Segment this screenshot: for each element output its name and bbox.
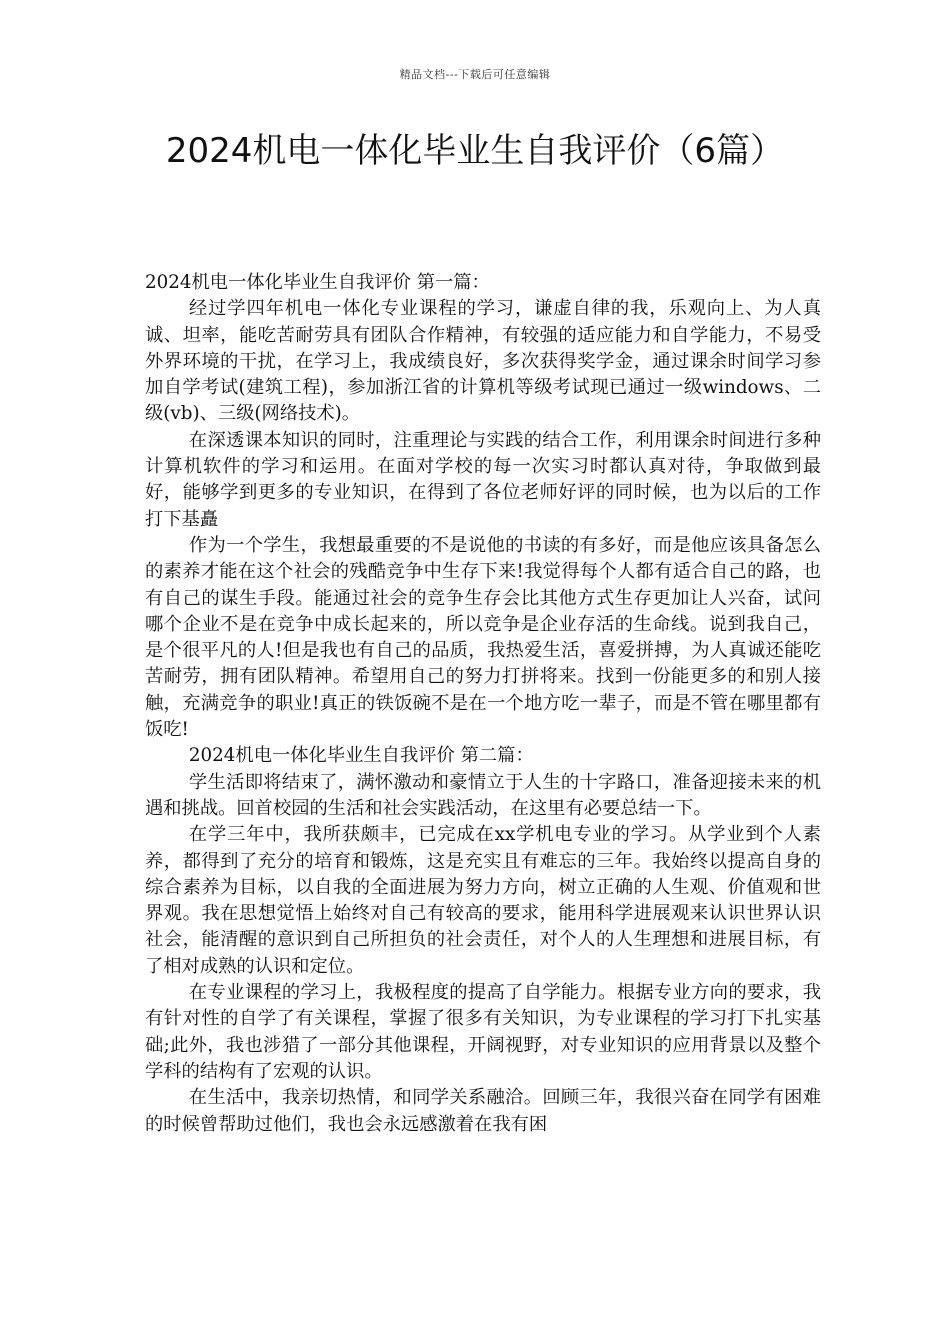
body-paragraph: 学生活即将结束了，满怀激动和豪情立于人生的十字路口，准备迎接未来的机遇和挑战。回首校园的生活和社会实践活动，在这里有必要总结一下。	[145, 771, 821, 819]
document-title: 2024机电一体化毕业生自我评价（6篇）	[165, 131, 785, 171]
document-body	[145, 270, 821, 1138]
header-note: 精品文档---下载后可任意编辑	[399, 68, 551, 81]
body-paragraph: 作为一个学生，我想最重要的不是说他的书读的有多好，而是他应该具备怎么的素养才能在这个社会的残酷竞争中生存下来!我觉得每个人都有适合自己的路，也有自己的谋生手段。能通过社会的竞争生存会比其他方式生存更加让人兴奋，试问哪个企业不是在竞争中成长起来的，所以竞争是企业存活的生命线。说到我自己，是个很平凡的人!但是我也有自己的品质，我热爱生活，喜爱拼搏，为人真诚还能吃苦耐劳，拥有团队精神。希望用自己的努力打拼将来。找到一份能更多的和别人接触，充满竞争的职业!真正的铁饭碗不是在一个地方吃一辈子，而是不管在哪里都有饭吃!	[145, 534, 821, 741]
body-paragraph: 在专业课程的学习上，我极程度的提高了自学能力。根据专业方向的要求，我有针对性的自学了有关课程，掌握了很多有关知识，为专业课程的学习打下扎实基础;此外，我也涉猎了一部分其他课程，开阔视野，对专业知识的应用背景以及整个学科的结构有了宏观的认识。	[145, 982, 821, 1082]
body-paragraph: 在学三年中，我所获颇丰，已完成在xx学机电专业的学习。从学业到个人素养，都得到了充分的培育和锻炼，这是充实且有难忘的三年。我始终以提高自身的综合素养为目标，以自我的全面进展为努力方向，树立正确的人生观、价值观和世界观。我在思想觉悟上始终对自己有较高的要求，能用科学进展观来认识世界认识社会，能清醒的意识到自己所担负的社会责任，对个人的人生理想和进展目标，有了相对成熟的认识和定位。	[145, 824, 821, 977]
body-paragraph: 在生活中，我亲切热情，和同学关系融洽。回顾三年，我很兴奋在同学有困难的时候曾帮助过他们，我也会永远感激着在我有困	[145, 1087, 821, 1135]
section-heading: 2024机电一体化毕业生自我评价 第二篇：	[188, 745, 534, 767]
section-heading: 2024机电一体化毕业生自我评价 第一篇：	[145, 272, 490, 293]
body-paragraph: 经过学四年机电一体化专业课程的学习，谦虚自律的我，乐观向上、为人真诚、坦率，能吃苦耐劳具有团队合作精神，有较强的适应能力和自学能力，不易受外界环境的干扰，在学习上，我成绩良好，多次获得奖学金，通过课余时间学习参加自学考试(建筑工程)，参加浙江省的计算机等级考试现已通过一级windows、二级(vb)、三级(网络技术)。	[145, 298, 821, 425]
body-paragraph: 在深透课本知识的同时，注重理论与实践的结合工作，利用课余时间进行多种计算机软件的学习和运用。在面对学校的每一次实习时都认真对待，争取做到最好，能够学到更多的专业知识，在得到了各位老师好评的同时候，也为以后的工作打下基矗	[145, 429, 821, 530]
